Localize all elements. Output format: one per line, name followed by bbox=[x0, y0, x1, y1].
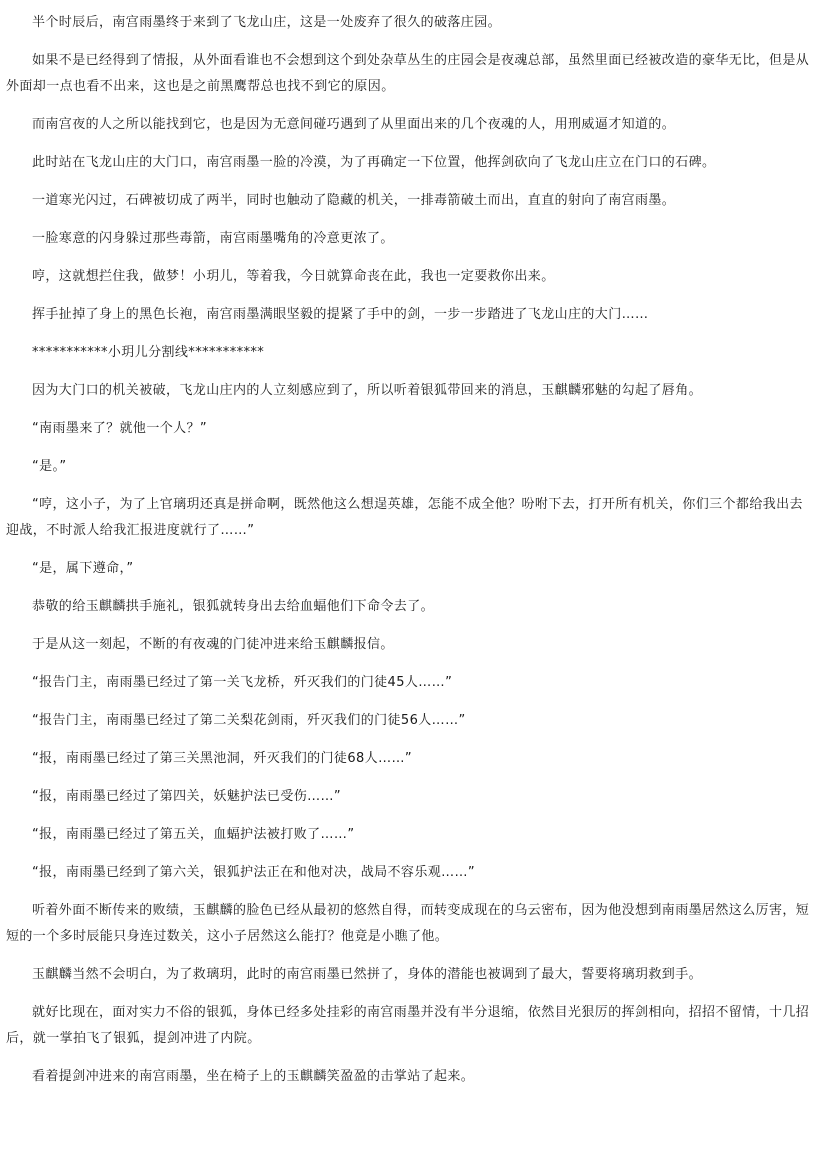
paragraph: 而南宫夜的人之所以能找到它，也是因为无意间碰巧遇到了从里面出来的几个夜魂的人，用刑威逼才知道的。 bbox=[32, 117, 676, 132]
dialogue-line: “报，南雨墨已经过了第四关，妖魅护法已受伤……” bbox=[32, 789, 342, 804]
section-divider: ***********小玥儿分割线*********** bbox=[32, 345, 265, 360]
paragraph: 一道寒光闪过，石碑被切成了两半，同时也触动了隐藏的机关，一排毒箭破土而出，直直的射向了南宫雨墨。 bbox=[32, 193, 676, 208]
dialogue-line: “报，南雨墨已经过了第五关，血蝠护法被打败了……” bbox=[32, 827, 355, 842]
paragraph: 挥手扯掉了身上的黑色长袍，南宫雨墨满眼坚毅的提紧了手中的剑，一步一步踏进了飞龙山庄的大门…… bbox=[32, 307, 649, 322]
paragraph: 就好比现在，面对实力不俗的银狐，身体已经多处挂彩的南宫雨墨并没有半分退缩，依然目光狠厉的挥剑相向，招招不留情，十几招后，就一掌拍飞了银狐，提剑冲进了内院。 bbox=[6, 1005, 810, 1046]
paragraph: 因为大门口的机关被破，飞龙山庄内的人立刻感应到了，所以听着银狐带回来的消息，玉麒麟邪魅的勾起了唇角。 bbox=[32, 383, 703, 398]
paragraph: 玉麒麟当然不会明白，为了救璃玥，此时的南宫雨墨已然拼了，身体的潜能也被调到了最大，誓要将璃玥救到手。 bbox=[32, 967, 703, 982]
paragraph: 恭敬的给玉麒麟拱手施礼，银狐就转身出去给血蝠他们下命令去了。 bbox=[32, 599, 435, 614]
paragraph: 于是从这一刻起，不断的有夜魂的门徒冲进来给玉麒麟报信。 bbox=[32, 637, 394, 652]
dialogue-line: “哼，这小子，为了上官璃玥还真是拼命啊，既然他这么想逞英雄，怎能不成全他？吩咐下去，打开所有机关，你们三个都给我出去迎战，不时派人给我汇报进度就行了……” bbox=[6, 497, 803, 538]
paragraph: 哼，这就想拦住我，做梦！小玥儿，等着我，今日就算命丧在此，我也一定要救你出来。 bbox=[32, 269, 555, 284]
dialogue-line: “是，属下遵命，” bbox=[32, 561, 134, 576]
paragraph: 半个时辰后，南宫雨墨终于来到了飞龙山庄，这是一处废弃了很久的破落庄园。 bbox=[32, 15, 502, 30]
dialogue-line: “是。” bbox=[32, 459, 67, 474]
dialogue-line: “报，南雨墨已经过了第三关黑池洞，歼灭我们的门徒68人……” bbox=[32, 751, 413, 766]
paragraph: 此时站在飞龙山庄的大门口，南宫雨墨一脸的冷漠，为了再确定一下位置，他挥剑砍向了飞龙山庄立在门口的石碑。 bbox=[32, 155, 716, 170]
dialogue-line: “报，南雨墨已经到了第六关，银狐护法正在和他对决，战局不容乐观……” bbox=[32, 865, 476, 880]
paragraph: 看着提剑冲进来的南宫雨墨，坐在椅子上的玉麒麟笑盈盈的击掌站了起来。 bbox=[32, 1069, 475, 1084]
dialogue-line: “报告门主，南雨墨已经过了第二关梨花剑雨，歼灭我们的门徒56人……” bbox=[32, 713, 466, 728]
dialogue-line: “南雨墨来了？就他一个人？” bbox=[32, 421, 208, 436]
paragraph: 听着外面不断传来的败绩，玉麒麟的脸色已经从最初的悠然自得，而转变成现在的乌云密布，因为他没想到南雨墨居然这么厉害，短短的一个多时辰能只身连过数关，这小子居然这么能打？他竟是小瞧了他。 bbox=[6, 903, 810, 944]
paragraph: 一脸寒意的闪身躲过那些毒箭，南宫雨墨嘴角的冷意更浓了。 bbox=[32, 231, 394, 246]
dialogue-line: “报告门主，南雨墨已经过了第一关飞龙桥，歼灭我们的门徒45人……” bbox=[32, 675, 453, 690]
paragraph: 如果不是已经得到了情报，从外面看谁也不会想到这个到处杂草丛生的庄园会是夜魂总部，虽然里面已经被改造的豪华无比，但是从外面却一点也看不出来，这也是之前黑鹰帮总也找不到它的原因。 bbox=[6, 53, 810, 94]
